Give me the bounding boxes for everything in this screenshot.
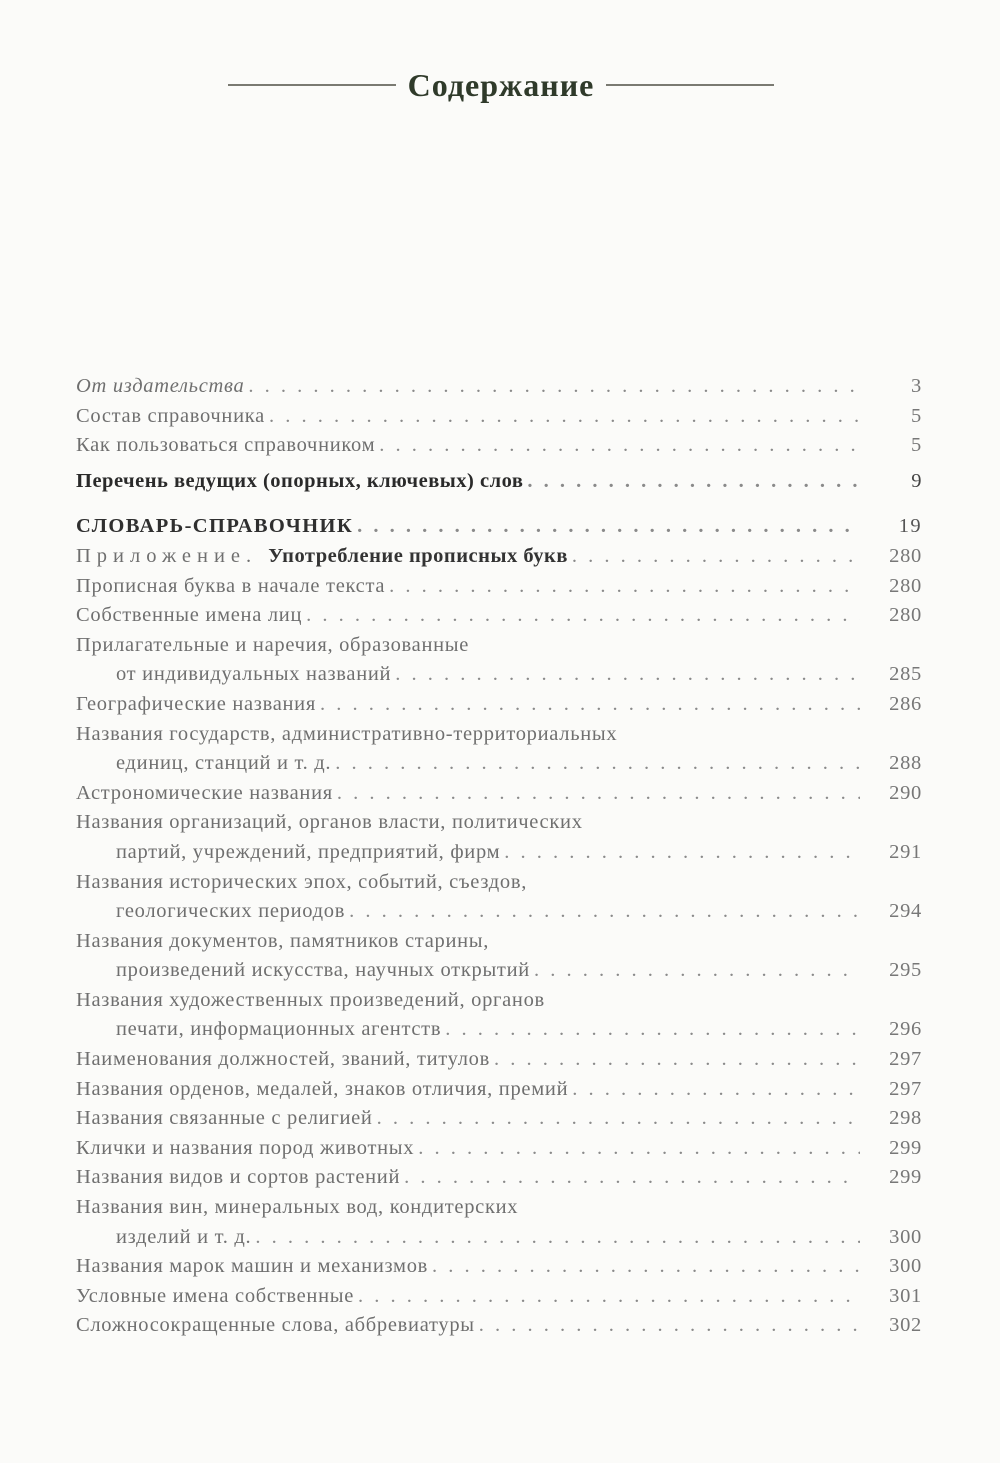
- toc-entry[interactable]: [76, 572, 922, 602]
- spacer: [76, 496, 922, 504]
- toc-entry[interactable]: [76, 956, 922, 986]
- toc-entry[interactable]: [76, 467, 922, 497]
- page-number: 291: [889, 840, 922, 863]
- leader-dots: [357, 512, 860, 542]
- toc-entry[interactable]: [76, 1104, 922, 1134]
- entry-label: Прописная буква в начале текста: [76, 574, 386, 597]
- leader-dots: [418, 1134, 860, 1164]
- entry-label: Названия государств, административно-территориальных: [76, 722, 618, 745]
- page-number: 280: [889, 574, 922, 597]
- toc-entry[interactable]: [76, 838, 922, 868]
- toc-entry[interactable]: [76, 1282, 922, 1312]
- entry-label: Названия орденов, медалей, знаков отличия, премий: [76, 1077, 569, 1100]
- toc-entry[interactable]: [76, 1252, 922, 1282]
- leader-dots: [306, 601, 860, 631]
- toc-entry-line: [76, 1193, 922, 1223]
- leader-dots: [320, 690, 860, 720]
- appendix-label: [76, 542, 568, 572]
- entry-label: От издательства: [76, 375, 245, 397]
- leader-dots: [255, 1223, 860, 1253]
- page-number: 286: [889, 692, 922, 715]
- entry-label: печати, информационных агентств: [116, 1018, 442, 1041]
- toc-entry[interactable]: [76, 690, 922, 720]
- page-number: 300: [889, 1225, 922, 1248]
- entry-label: Как пользоваться справочником: [76, 434, 376, 457]
- toc-entry-line: [76, 720, 922, 750]
- page-number: 5: [911, 434, 922, 457]
- page-number: 299: [889, 1166, 922, 1189]
- entry-label: произведений искусства, научных открытий: [116, 959, 530, 982]
- entry-label: Названия вин, минеральных вод, кондитерских: [76, 1196, 519, 1219]
- leader-dots: [404, 1163, 860, 1193]
- title-rule-right: [606, 84, 774, 86]
- page-number: 300: [889, 1255, 922, 1278]
- page-number: 294: [889, 900, 922, 923]
- entry-label: Названия исторических эпох, событий, съездов,: [76, 870, 528, 893]
- leader-dots: [479, 1311, 860, 1341]
- entry-label: Клички и названия пород животных: [76, 1136, 415, 1159]
- entry-label: Прилагательные и наречия, образованные: [76, 633, 470, 656]
- toc-entry-line: [76, 631, 922, 661]
- entry-label: от индивидуальных названий: [116, 663, 392, 686]
- leader-dots: [269, 402, 860, 432]
- toc-entry[interactable]: [76, 1134, 922, 1164]
- page-number: 19: [898, 515, 922, 538]
- entry-label: Названия художественных произведений, органов: [76, 988, 545, 1011]
- entry-label: Состав справочника: [76, 404, 265, 427]
- page-number: 296: [889, 1018, 922, 1041]
- leader-dots: [358, 1282, 860, 1312]
- entry-label: Названия организаций, органов власти, политических: [76, 811, 583, 834]
- toc-entry[interactable]: [76, 749, 922, 779]
- leader-dots: [432, 1252, 860, 1282]
- toc-entry-line: [76, 986, 922, 1016]
- leader-dots: [572, 1075, 860, 1105]
- table-of-contents: [76, 372, 922, 1341]
- leader-dots: [349, 897, 860, 927]
- toc-entry[interactable]: [76, 897, 922, 927]
- entry-label: Собственные имена лиц: [76, 604, 303, 627]
- toc-entry[interactable]: [76, 1223, 922, 1253]
- toc-entry[interactable]: [76, 1045, 922, 1075]
- entry-label: изделий и т. д.: [116, 1225, 252, 1248]
- entry-label: Наименования должностей, званий, титулов: [76, 1048, 490, 1071]
- leader-dots: [379, 431, 860, 461]
- title-rule-left: [228, 84, 396, 86]
- page-number: 9: [911, 469, 922, 492]
- entry-label: партий, учреждений, предприятий, фирм: [116, 840, 501, 863]
- leader-dots: [494, 1045, 860, 1075]
- page-number: 288: [889, 752, 922, 775]
- toc-entry-line: [76, 868, 922, 898]
- leader-dots: [377, 1104, 860, 1134]
- toc-entry[interactable]: [76, 1163, 922, 1193]
- entry-label: Условные имена собственные: [76, 1284, 355, 1307]
- page-number: 298: [889, 1107, 922, 1130]
- toc-entry[interactable]: [76, 512, 922, 542]
- page-number: 285: [889, 663, 922, 686]
- toc-entry[interactable]: [76, 542, 922, 572]
- spacer: [76, 504, 922, 512]
- entry-label: Названия видов и сортов растений: [76, 1166, 401, 1189]
- toc-entry[interactable]: [76, 372, 922, 402]
- entry-label: геологических периодов: [116, 900, 346, 923]
- toc-entry[interactable]: [76, 660, 922, 690]
- leader-dots: [395, 660, 860, 690]
- entry-label: Названия документов, памятников старины,: [76, 929, 490, 952]
- page-number: 297: [889, 1077, 922, 1100]
- toc-entry[interactable]: [76, 1015, 922, 1045]
- toc-entry[interactable]: [76, 431, 922, 461]
- toc-entry-line: [76, 927, 922, 957]
- page-number: 301: [889, 1284, 922, 1307]
- entry-label: Названия марок машин и механизмов: [76, 1255, 429, 1278]
- toc-entry-line: [76, 808, 922, 838]
- entry-label: Перечень ведущих (опорных, ключевых) слов: [76, 469, 524, 492]
- toc-entry[interactable]: [76, 402, 922, 432]
- title-row: [228, 60, 774, 110]
- page-number: 280: [889, 604, 922, 627]
- page-number: 3: [911, 375, 922, 397]
- leader-dots: [337, 779, 860, 809]
- page-number: 302: [889, 1314, 922, 1337]
- toc-entry[interactable]: [76, 779, 922, 809]
- entry-label: Астрономические названия: [76, 781, 333, 804]
- entry-label: СЛОВАРЬ-СПРАВОЧНИК: [76, 515, 354, 538]
- leader-dots: [335, 749, 860, 779]
- leader-dots: [248, 372, 860, 402]
- page-number: 297: [889, 1048, 922, 1071]
- page-number: 280: [889, 544, 922, 567]
- leader-dots: [504, 838, 860, 868]
- toc-entry[interactable]: [76, 1075, 922, 1105]
- page-number: 5: [911, 404, 922, 427]
- page-title: Содержание: [407, 66, 595, 103]
- leader-dots: [527, 467, 860, 497]
- entry-label: единиц, станций и т. д.: [116, 752, 332, 775]
- entry-label: Географические названия: [76, 692, 316, 715]
- appendix-title: Употребление прописных букв: [268, 544, 568, 567]
- page-number: 299: [889, 1136, 922, 1159]
- toc-entry[interactable]: [76, 1311, 922, 1341]
- leader-dots: [389, 572, 860, 602]
- leader-dots: [534, 956, 860, 986]
- leader-dots: [572, 542, 860, 572]
- toc-entry[interactable]: [76, 601, 922, 631]
- page-number: 295: [889, 959, 922, 982]
- leader-dots: [445, 1015, 860, 1045]
- appendix-prefix: Приложение.: [76, 544, 269, 567]
- entry-label: Названия связанные с религией: [76, 1107, 373, 1130]
- entry-label: Сложносокращенные слова, аббревиатуры: [76, 1314, 475, 1337]
- page-number: 290: [889, 781, 922, 804]
